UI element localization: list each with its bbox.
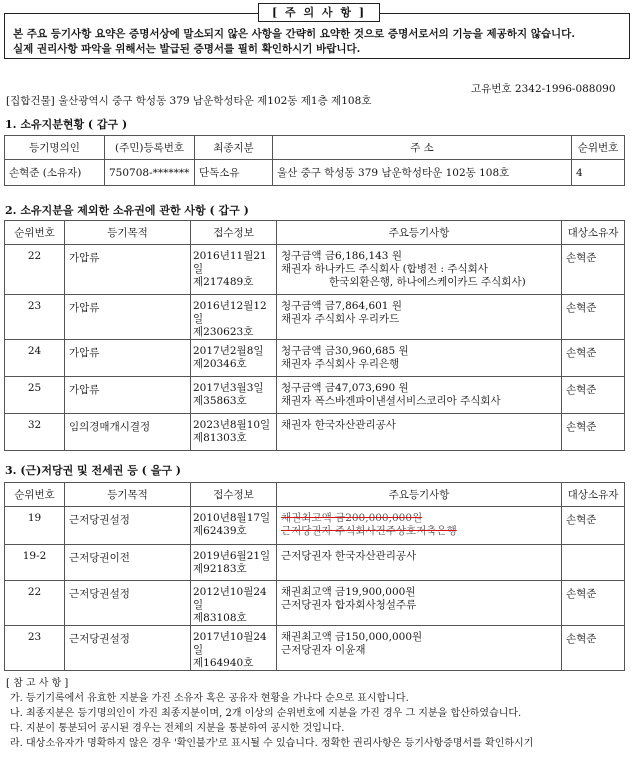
main-line-1: 채권자 한국자산관리공사 <box>281 419 396 431</box>
receipt-number: 제217489호 <box>193 276 254 288</box>
reg-number: 750708-******* <box>105 160 195 186</box>
receipt-date: 2017년2월8일 <box>193 345 264 357</box>
main-matters-cell <box>277 545 562 581</box>
main-matters-cell <box>277 245 562 295</box>
purpose-cell: 근저당권설정 <box>65 626 191 671</box>
reference-title: [ 참 고 사 항 ] <box>6 678 69 689</box>
building-address: [집합건물] 울산광역시 중구 학성동 379 남운학성타운 제102동 제1층 제108호 <box>6 95 372 107</box>
rank-cell: 19-2 <box>5 545 65 581</box>
notice-line-1: 본 주요 등기사항 요약은 증명서상에 말소되지 않은 사항을 간략히 요약한 것으로 증명서로서의 기능을 제공하지 않습니다. <box>13 28 575 40</box>
receipt-number: 제230623호 <box>193 326 254 338</box>
owner-cell: 손혁준 <box>562 581 625 626</box>
table-row <box>5 295 625 340</box>
receipt-cell <box>191 581 277 626</box>
owner-cell: 손혁준 <box>562 245 625 295</box>
main-matters-cell <box>277 581 562 626</box>
section2-title: 2. 소유지분을 제외한 소유권에 관한 사항 ( 갑구 ) <box>5 204 249 217</box>
receipt-number: 제164940호 <box>193 657 254 669</box>
header-receipt: 접수정보 <box>191 483 277 507</box>
owner-cell: 손혁준 <box>562 295 625 340</box>
notice-title: [ 주 의 사 항 ] <box>258 3 380 22</box>
receipt-number: 제62439호 <box>193 525 247 537</box>
main-matters-cell <box>277 414 562 451</box>
purpose-cell: 근저당권설정 <box>65 581 191 626</box>
mortgage-table-header <box>5 483 625 507</box>
receipt-cell <box>191 545 277 581</box>
purpose-cell: 가압류 <box>65 340 191 377</box>
seizure-table-header <box>5 221 625 245</box>
main-line-1-struck: 채권최고액 금200,000,000원 <box>281 512 423 524</box>
rank-cell: 19 <box>5 507 65 545</box>
purpose-cell: 가압류 <box>65 295 191 340</box>
owner-rank: 4 <box>572 160 625 186</box>
receipt-number: 제35863호 <box>193 395 247 407</box>
table-row <box>5 507 625 545</box>
table-row <box>5 414 625 451</box>
header-purpose: 등기목적 <box>65 221 191 245</box>
rank-cell: 22 <box>5 245 65 295</box>
main-matters-cell <box>277 377 562 414</box>
header-rank: 순위번호 <box>572 136 625 160</box>
receipt-date: 2016년11월21일 <box>193 250 267 275</box>
receipt-cell <box>191 340 277 377</box>
header-rank: 순위번호 <box>5 483 65 507</box>
main-line-1: 근저당권자 한국자산관리공사 <box>281 550 417 562</box>
owner-name: 손혁준 (소유자) <box>5 160 105 186</box>
header-final-share: 최종지분 <box>195 136 273 160</box>
table-row <box>5 377 625 414</box>
main-line-1: 청구금액 금7,864,601 원 <box>281 300 402 312</box>
header-main-matters: 주요등기사항 <box>277 483 562 507</box>
receipt-cell <box>191 626 277 671</box>
receipt-date: 2023년8월10일 <box>193 419 271 431</box>
purpose-cell: 가압류 <box>65 377 191 414</box>
header-address: 주 소 <box>273 136 572 160</box>
receipt-date: 2012년10월24일 <box>193 586 267 611</box>
section3-title: 3. (근)저당권 및 전세권 등 ( 을구 ) <box>5 464 181 477</box>
main-matters-cell <box>277 507 562 545</box>
purpose-cell: 가압류 <box>65 245 191 295</box>
purpose-cell: 근저당권설정 <box>65 507 191 545</box>
main-line-2-struck: 근저당권자 주식회사건주상호저축은행 <box>281 525 457 537</box>
main-matters-cell <box>277 340 562 377</box>
receipt-number: 제83108호 <box>193 612 247 624</box>
header-target-owner: 대상소유자 <box>562 221 625 245</box>
main-line-1: 청구금액 금47,073,690 원 <box>281 382 409 394</box>
main-line-2: 근저당권자 이윤재 <box>281 644 366 656</box>
header-purpose: 등기목적 <box>65 483 191 507</box>
main-line-1: 청구금액 금6,186,143 원 <box>281 250 402 262</box>
rank-cell: 22 <box>5 581 65 626</box>
main-line-3: 한국외환은행, 하나에스케이카드 주식회사) <box>329 276 526 288</box>
receipt-number: 제20346호 <box>193 358 247 370</box>
owner-cell: 손혁준 <box>562 414 625 451</box>
unique-number: 고유번호 2342-1996-088090 <box>471 83 616 95</box>
receipt-date: 2017년3월3일 <box>193 382 264 394</box>
table-row <box>5 545 625 581</box>
owner-cell: 손혁준 <box>562 626 625 671</box>
owner-table <box>4 135 625 186</box>
final-share: 단독소유 <box>195 160 273 186</box>
main-matters-cell <box>277 626 562 671</box>
rank-cell: 23 <box>5 626 65 671</box>
table-row <box>5 626 625 671</box>
receipt-date: 2017년10월24일 <box>193 631 267 656</box>
receipt-number: 제92183호 <box>193 563 247 575</box>
table-row <box>5 340 625 377</box>
main-line-2: 근저당권자 합자회사청설주류 <box>281 599 417 611</box>
owner-cell: 손혁준 <box>562 340 625 377</box>
main-line-1: 청구금액 금30,960,685 원 <box>281 345 409 357</box>
notice-line-2: 실제 권리사항 파악을 위해서는 발급된 증명서를 필히 확인하시기 바랍니다. <box>13 43 361 55</box>
receipt-cell <box>191 377 277 414</box>
purpose-cell: 임의경매개시결정 <box>65 414 191 451</box>
owner-cell: 손혁준 <box>562 507 625 545</box>
rank-cell: 25 <box>5 377 65 414</box>
owner-cell <box>562 545 625 581</box>
header-target-owner: 대상소유자 <box>562 483 625 507</box>
reference-item-1: 가. 등기기록에서 유효한 지분을 가진 소유자 혹은 공유자 현황을 가나다 순으로 표시합니다. <box>10 693 409 704</box>
main-line-2: 채권자 폭스바겐파이낸셜서비스코리아 주식회사 <box>281 395 501 407</box>
main-matters-cell <box>277 295 562 340</box>
purpose-cell: 근저당권이전 <box>65 545 191 581</box>
reference-item-2: 나. 최종지분은 등기명의인이 가진 최종지분이며, 2개 이상의 순위번호에 지분을 가진 경우 그 지분을 합산하였습니다. <box>10 708 522 719</box>
table-row <box>5 160 625 186</box>
table-row <box>5 245 625 295</box>
receipt-cell <box>191 245 277 295</box>
reference-item-4: 라. 대상소유자가 명확하지 않은 경우 '확인불가'로 표시될 수 있습니다. 정확한 권리사항은 등기사항증명서를 확인하시기 <box>10 738 534 749</box>
rank-cell: 23 <box>5 295 65 340</box>
receipt-cell <box>191 295 277 340</box>
reference-item-3: 다. 지분이 통분되어 공시된 경우는 전체의 지분을 통분하여 공시한 것입니다. <box>10 723 345 734</box>
owner-cell: 손혁준 <box>562 377 625 414</box>
rank-cell: 32 <box>5 414 65 451</box>
receipt-cell <box>191 507 277 545</box>
receipt-number: 제81303호 <box>193 432 247 444</box>
header-receipt: 접수정보 <box>191 221 277 245</box>
header-owner-name: 등기명의인 <box>5 136 105 160</box>
header-reg-number: (주민)등록번호 <box>105 136 195 160</box>
receipt-date: 2016년12월12일 <box>193 300 267 325</box>
owner-address: 울산 중구 학성동 379 남운학성타운 102동 108호 <box>273 160 572 186</box>
main-line-1: 채권최고액 금150,000,000원 <box>281 631 423 643</box>
main-line-2: 채권자 주식회사 우리은행 <box>281 358 400 370</box>
receipt-date: 2019년6월21일 <box>193 550 271 562</box>
seizure-table <box>4 220 625 451</box>
receipt-date: 2010년8월17일 <box>193 512 271 524</box>
main-line-2: 채권자 하나카드 주식회사 (합병전 : 주식회사 <box>281 263 488 275</box>
owner-table-header <box>5 136 625 160</box>
table-row <box>5 581 625 626</box>
header-rank: 순위번호 <box>5 221 65 245</box>
section1-title: 1. 소유지분현황 ( 갑구 ) <box>5 118 128 131</box>
header-main-matters: 주요등기사항 <box>277 221 562 245</box>
main-line-1: 채권최고액 금19,900,000원 <box>281 586 416 598</box>
rank-cell: 24 <box>5 340 65 377</box>
receipt-cell <box>191 414 277 451</box>
main-line-2: 채권자 주식회사 우리카드 <box>281 313 400 325</box>
mortgage-table <box>4 482 625 671</box>
